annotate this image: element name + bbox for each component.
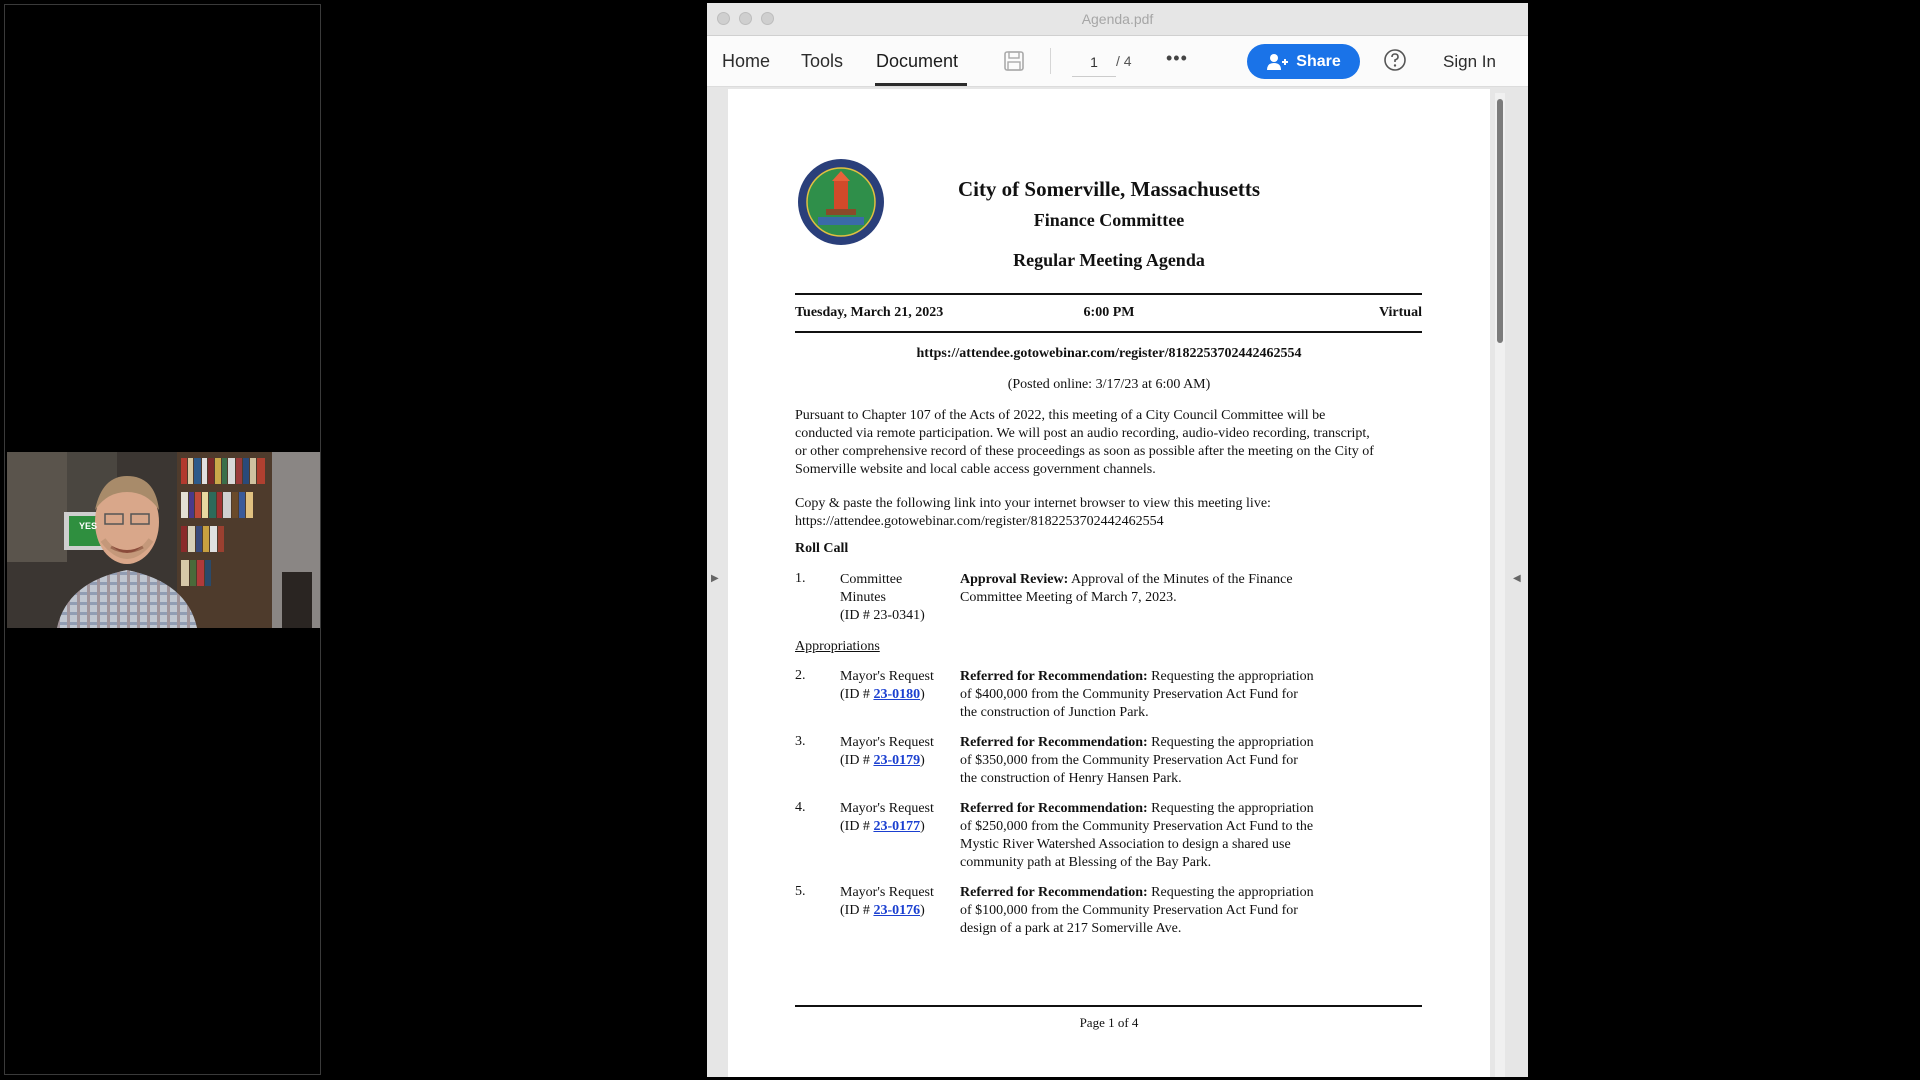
- pdf-viewer-window: [707, 3, 1528, 1077]
- item-number: 3.: [795, 734, 806, 749]
- share-label: Share: [1296, 52, 1341, 70]
- footer-rule: [795, 1005, 1422, 1007]
- meeting-date: Tuesday, March 21, 2023: [795, 305, 944, 320]
- copy-link-paragraph: [795, 495, 1422, 531]
- add-person-icon: [1266, 52, 1288, 72]
- more-options-icon[interactable]: •••: [1166, 48, 1188, 68]
- posted-date: (Posted online: 3/17/23 at 6:00 AM): [1007, 377, 1211, 392]
- item-id-link[interactable]: 23-0180: [873, 687, 921, 702]
- toolbar-separator: [1050, 48, 1051, 74]
- item-source: Mayor's Request (ID # 23-0179): [840, 735, 934, 768]
- share-button[interactable]: [1247, 44, 1360, 79]
- item-id-link[interactable]: 23-0176: [873, 903, 921, 918]
- item-description: Referred for Recommendation: Requesting the appropriation of $250,000 from the Community Preservation Act Fund to the Mystic River Watershed Association to design a shared use community path at Blessing of the Bay Park.: [960, 801, 1314, 870]
- para-line: Copy & paste the following link into your internet browser to view this meeting live:: [795, 496, 1271, 511]
- item-description: Referred for Recommendation: Requesting the appropriation of $400,000 from the Community Preservation Act Fund for the construction of Junction Park.: [960, 669, 1314, 720]
- right-panel-toggle-icon[interactable]: ◀: [1513, 573, 1521, 584]
- meeting-location: Virtual: [1378, 305, 1422, 320]
- committee-name: Finance Committee: [1033, 210, 1185, 230]
- tab-document[interactable]: Document: [876, 51, 959, 71]
- item-description: Referred for Recommendation: Requesting the appropriation of $100,000 from the Community Preservation Act Fund for design of a park at 217 Somerville Ave.: [960, 885, 1314, 936]
- item-number: 5.: [795, 884, 806, 899]
- yes-sign-text: YES: [79, 521, 98, 531]
- item-number: 1.: [795, 571, 806, 586]
- window-title: Agenda.pdf: [1081, 11, 1154, 27]
- left-panel-toggle-icon[interactable]: ▶: [711, 573, 719, 584]
- pdf-page: [728, 89, 1490, 1077]
- item-number: 2.: [795, 668, 806, 683]
- city-name: City of Somerville, Massachusetts: [957, 177, 1261, 201]
- toolbar: [707, 36, 1528, 87]
- help-icon[interactable]: [1383, 48, 1407, 77]
- para-line: Pursuant to Chapter 107 of the Acts of 2022, this meeting of a City Council Committee will be: [795, 408, 1326, 423]
- para-line: https://attendee.gotowebinar.com/register/8182253702442462554: [795, 514, 1164, 529]
- page-total: / 4: [1116, 53, 1132, 69]
- webcam-image: [7, 452, 320, 628]
- page-footer: Page 1 of 4: [1079, 1015, 1139, 1030]
- item-id-link[interactable]: 23-0177: [873, 819, 921, 834]
- agenda-title: Regular Meeting Agenda: [1013, 250, 1205, 270]
- item-id-link[interactable]: 23-0179: [873, 753, 921, 768]
- tab-home[interactable]: Home: [722, 51, 771, 71]
- item-source: Mayor's Request (ID # 23-0176): [840, 885, 934, 918]
- active-tab-indicator: [875, 83, 967, 86]
- tab-tools[interactable]: Tools: [801, 51, 844, 71]
- item-description: Referred for Recommendation: Requesting the appropriation of $350,000 from the Community Preservation Act Fund for the construction of Henry Hansen Park.: [960, 735, 1314, 786]
- item-source: Mayor's Request (ID # 23-0177): [840, 801, 934, 834]
- item-number: 4.: [795, 800, 806, 815]
- city-seal-logo: [796, 157, 886, 252]
- video-panel: [4, 4, 321, 1075]
- header-rule-top: [795, 293, 1422, 295]
- webcam-feed: [7, 452, 320, 628]
- page-number-input[interactable]: [1072, 48, 1116, 77]
- document-viewport[interactable]: [707, 87, 1528, 1077]
- scrollbar-thumb[interactable]: [1497, 99, 1503, 343]
- para-line: or other comprehensive record of these proceedings as soon as possible after the meeting on the City of: [795, 444, 1374, 459]
- header-rule-bottom: [795, 331, 1422, 333]
- appropriations-heading: Appropriations: [795, 639, 880, 654]
- item-description: Approval Review: Approval of the Minutes of the Finance Committee Meeting of March 7, 2023.: [960, 572, 1293, 605]
- item-source: Mayor's Request (ID # 23-0180): [840, 669, 934, 702]
- meeting-time: 6:00 PM: [1083, 305, 1135, 320]
- remote-participation-paragraph: [795, 407, 1422, 479]
- para-line: Somerville website and local cable access government channels.: [795, 462, 1156, 477]
- window-titlebar: [707, 3, 1528, 36]
- sign-in-link[interactable]: Sign In: [1443, 52, 1496, 71]
- roll-call-heading: Roll Call: [795, 541, 849, 556]
- save-icon[interactable]: [1003, 50, 1025, 77]
- para-line: conducted via remote participation. We will post an audio recording, audio-video recording, transcript,: [795, 426, 1370, 441]
- webinar-url[interactable]: https://attendee.gotowebinar.com/register/8182253702442462554: [916, 346, 1302, 361]
- item-source: Committee Minutes (ID # 23-0341): [840, 572, 925, 623]
